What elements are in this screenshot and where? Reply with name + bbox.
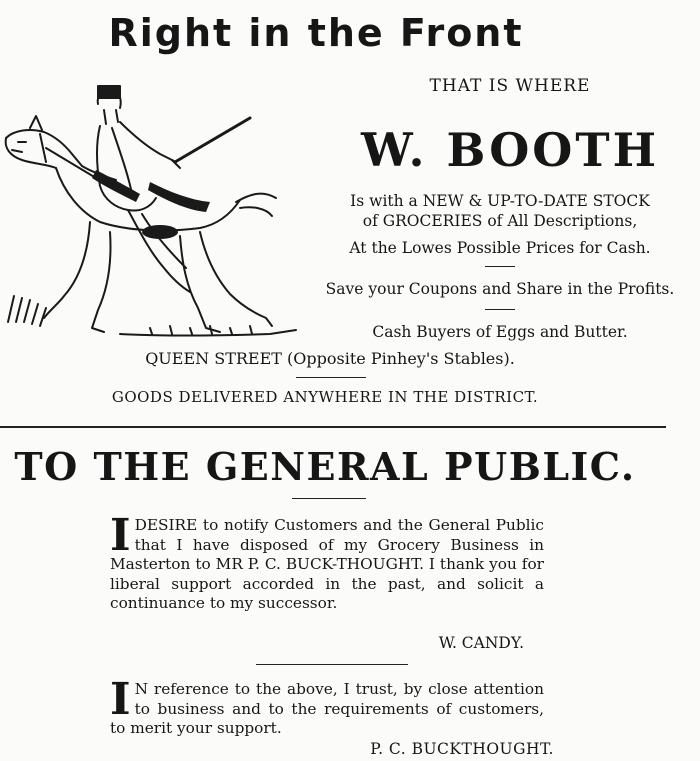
paragraph-text: N reference to the above, I trust, by close attention to business and to the requirements of customers, to merit your support. [110,680,544,737]
notice-paragraph-candy [110,510,544,633]
divider-dash [296,377,366,378]
signature-buckthought: P. C. BUCKTHOUGHT. [370,740,554,758]
divider-dash [485,266,515,267]
notice-heading: TO THE GENERAL PUBLIC. [14,444,636,489]
signature-candy: W. CANDY. [438,634,524,652]
address-line: QUEEN STREET (Opposite Pinhey's Stables). [145,349,515,368]
prices-line: At the Lowes Possible Prices for Cash. [349,239,651,257]
section-rule [0,426,666,428]
divider-dash [256,664,408,665]
that-is-where-text: THAT IS WHERE [429,76,591,96]
notice-paragraph-buckthought [110,674,544,738]
groceries-line: of GROCERIES of All Descriptions, [362,212,638,230]
merchant-name: W. BOOTH [360,123,660,177]
drop-cap: I [110,674,131,725]
stock-line: Is with a NEW & UP-TO-DATE STOCK [350,192,650,210]
coupons-line: Save your Coupons and Share in the Profits. [325,280,675,298]
delivery-line: GOODS DELIVERED ANYWHERE IN THE DISTRICT. [111,388,539,406]
drop-cap: I [110,510,131,561]
cavalry-rider-icon [0,82,300,347]
eggs-butter-line: Cash Buyers of Eggs and Butter. [372,323,628,341]
divider-dash [485,309,515,310]
divider-dash [292,498,366,499]
headline: Right in the Front [108,11,524,55]
paragraph-text: DESIRE to notify Customers and the General Public that I have disposed of my Grocery Business in Masterton to MR P. C. BUCK-THOUGHT. I thank you for liberal support accorded in the past, and solicit a continuance to my successor. [110,516,544,612]
